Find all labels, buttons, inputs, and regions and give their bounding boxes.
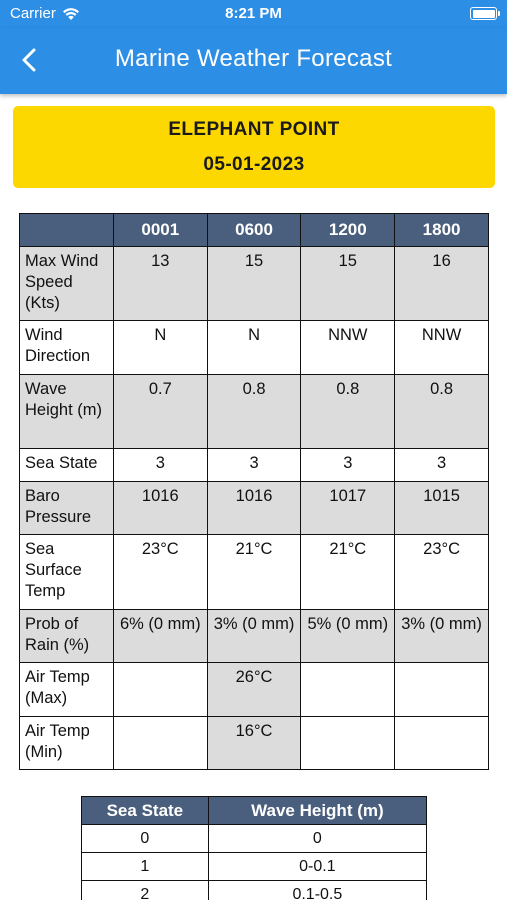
table-cell [113, 717, 207, 770]
table-cell: 13 [113, 247, 207, 321]
table-cell: 0.1-0.5 [208, 881, 426, 900]
row-label: Max Wind Speed (Kts) [20, 247, 114, 321]
forecast-corner-cell [20, 214, 114, 247]
table-cell: N [113, 321, 207, 375]
table-cell: 2 [82, 881, 209, 900]
forecast-date: 05-01-2023 [203, 154, 305, 175]
table-cell: NNW [301, 321, 395, 375]
row-label: Sea State [20, 449, 114, 482]
legend-header-row [82, 797, 427, 825]
row-label: Wind Direction [20, 321, 114, 375]
table-row [20, 717, 489, 770]
table-cell: 0-0.1 [208, 853, 426, 881]
table-cell [301, 717, 395, 770]
table-cell: 3% (0 mm) [395, 610, 489, 663]
status-bar [0, 0, 507, 28]
row-label: Air Temp (Max) [20, 663, 114, 717]
table-row [20, 610, 489, 663]
table-row [20, 375, 489, 449]
table-cell: 3 [301, 449, 395, 482]
row-label: Sea Surface Temp [20, 535, 114, 610]
table-cell: N [207, 321, 301, 375]
table-cell: 23°C [113, 535, 207, 610]
table-cell: 1016 [113, 482, 207, 535]
table-cell: 0 [82, 825, 209, 853]
time-header: 0001 [113, 214, 207, 247]
table-cell: 5% (0 mm) [301, 610, 395, 663]
table-cell: 3 [207, 449, 301, 482]
location-name: ELEPHANT POINT [168, 119, 340, 140]
table-cell: 0.8 [301, 375, 395, 449]
time-header: 1800 [395, 214, 489, 247]
table-cell: 3 [395, 449, 489, 482]
table-cell: 16°C [207, 717, 301, 770]
table-cell: 26°C [207, 663, 301, 717]
row-label: Air Temp (Min) [20, 717, 114, 770]
table-cell: 21°C [301, 535, 395, 610]
legend-header: Sea State [82, 797, 209, 825]
table-row [20, 247, 489, 321]
status-time: 8:21 PM [225, 5, 282, 22]
table-cell: 15 [207, 247, 301, 321]
page-title: Marine Weather Forecast [114, 45, 393, 72]
legend-header: Wave Height (m) [208, 797, 426, 825]
table-row [20, 482, 489, 535]
table-row [82, 853, 427, 881]
time-header: 1200 [301, 214, 395, 247]
table-cell: 15 [301, 247, 395, 321]
table-cell: 0.7 [113, 375, 207, 449]
table-cell: 0.8 [395, 375, 489, 449]
table-row [20, 663, 489, 717]
table-cell [301, 663, 395, 717]
forecast-table [19, 213, 489, 770]
table-row [82, 825, 427, 853]
table-cell [395, 717, 489, 770]
table-cell: 16 [395, 247, 489, 321]
sea-state-legend-table [81, 796, 427, 900]
table-cell: 0.8 [207, 375, 301, 449]
battery-icon [470, 7, 497, 20]
battery-level [473, 10, 495, 18]
table-cell: 0 [208, 825, 426, 853]
table-cell: NNW [395, 321, 489, 375]
table-cell: 23°C [395, 535, 489, 610]
table-row [20, 321, 489, 375]
table-cell: 1 [82, 853, 209, 881]
carrier-label: Carrier [10, 5, 56, 22]
row-label: Wave Height (m) [20, 375, 114, 449]
table-cell: 6% (0 mm) [113, 610, 207, 663]
table-cell: 3% (0 mm) [207, 610, 301, 663]
location-card [13, 106, 495, 188]
table-row [82, 881, 427, 900]
table-row [20, 449, 489, 482]
row-label: Prob of Rain (%) [20, 610, 114, 663]
table-row [20, 535, 489, 610]
table-cell: 1015 [395, 482, 489, 535]
row-label: Baro Pressure [20, 482, 114, 535]
table-cell: 21°C [207, 535, 301, 610]
table-cell: 1017 [301, 482, 395, 535]
table-cell: 1016 [207, 482, 301, 535]
table-cell: 3 [113, 449, 207, 482]
time-header: 0600 [207, 214, 301, 247]
forecast-header-row [20, 214, 489, 247]
table-cell [395, 663, 489, 717]
navigation-bar [0, 28, 507, 94]
table-cell [113, 663, 207, 717]
